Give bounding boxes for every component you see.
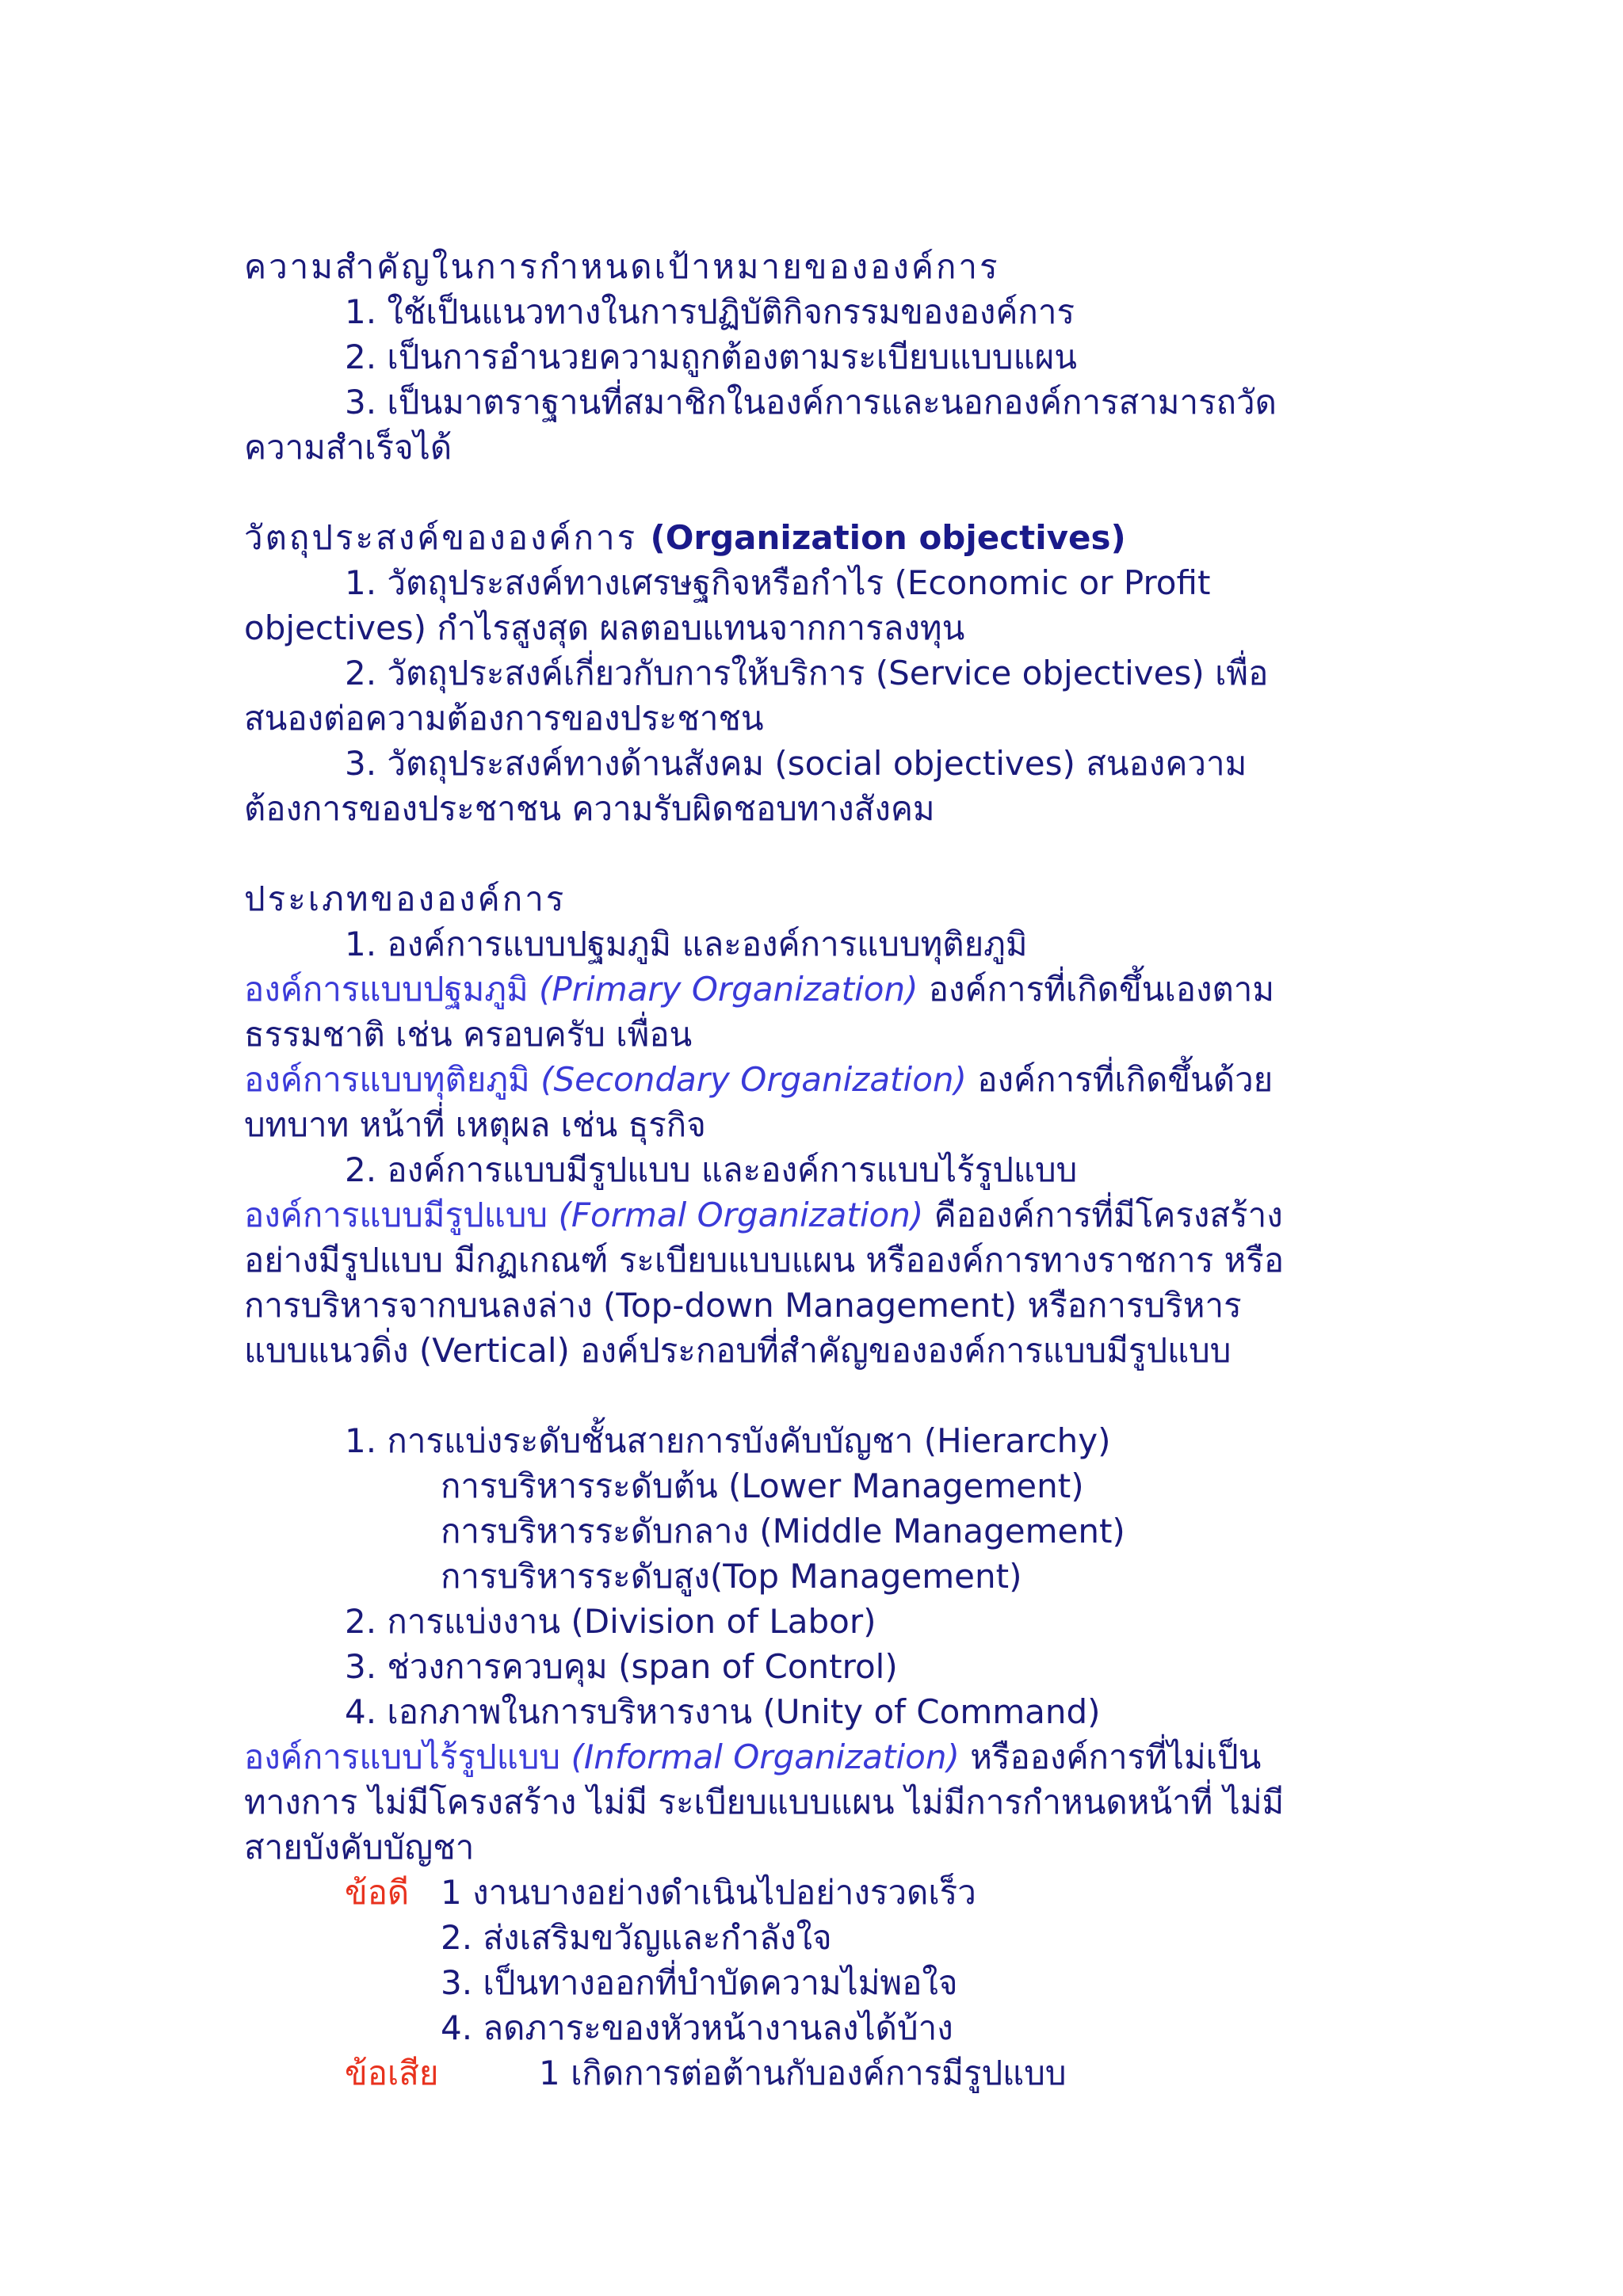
cons-label: ข้อเสีย — [345, 2054, 439, 2092]
pros-item: 4. ลดภาระของหัวหน้างานลงได้บ้าง — [441, 2008, 953, 2047]
term-informal — [244, 1737, 960, 1776]
term-en: (Secondary Organization) — [540, 1060, 967, 1099]
list-item: 1. วัตถุประสงค์ทางเศรษฐกิจหรือกำไร (Economic or Profit — [345, 563, 1211, 602]
term-secondary — [244, 1060, 967, 1099]
definition-continuation: แบบแนวดิ่ง (Vertical) องค์ประกอบที่สำคัญขององค์การแบบมีรูปแบบ — [244, 1331, 1232, 1370]
definition-secondary — [244, 1057, 1273, 1102]
definition-continuation: การบริหารจากบนลงล่าง (Top-down Management) หรือการบริหาร — [244, 1286, 1242, 1325]
term-th: องค์การแบบไร้รูปแบบ — [244, 1737, 571, 1776]
definition-continuation: สายบังคับบัญชา — [244, 1828, 475, 1867]
sub-list-item: การบริหารระดับกลาง (Middle Management) — [441, 1512, 1125, 1550]
section-title-types: ประเภทขององค์การ — [244, 879, 567, 918]
term-th: องค์การแบบปฐมภูมิ — [244, 970, 540, 1009]
term-en: (Formal Organization) — [558, 1196, 924, 1234]
definition-continuation: ธรรมชาติ เช่น ครอบครับ เพื่อน — [244, 1015, 693, 1054]
term-desc: หรือองค์การที่ไม่เป็น — [959, 1737, 1262, 1776]
list-item: 2. เป็นการอำนวยความถูกต้องตามระเบียบแบบแผน — [345, 338, 1077, 376]
list-item: 2. วัตถุประสงค์เกี่ยวกับการให้บริการ (Service objectives) เพื่อ — [345, 654, 1269, 692]
list-item: 3. เป็นมาตราฐานที่สมาชิกในองค์การและนอกองค์การสามารถวัด — [345, 383, 1277, 421]
definition-informal — [244, 1734, 1261, 1779]
term-formal — [244, 1196, 923, 1234]
list-item-continuation: objectives) กำไรสูงสุด ผลตอบแทนจากการลงทุน — [244, 608, 965, 647]
list-item: 3. ช่วงการควบคุม (span of Control) — [345, 1647, 898, 1686]
list-item: 3. วัตถุประสงค์ทางด้านสังคม (social objectives) สนองความ — [345, 744, 1247, 783]
definition-formal — [244, 1192, 1283, 1238]
section-title-en: (Organization objectives) — [650, 518, 1126, 557]
definition-continuation: บทบาท หน้าที่ เหตุผล เช่น ธุรกิจ — [244, 1105, 706, 1144]
list-item: 1. การแบ่งระดับชั้นสายการบังคับบัญชา (Hierarchy) — [345, 1421, 1111, 1460]
sub-list-item: การบริหารระดับต้น (Lower Management) — [441, 1466, 1084, 1505]
definition-primary — [244, 967, 1274, 1012]
list-item: 1. ใช้เป็นแนวทางในการปฏิบัติกิจกรรมขององค์การ — [345, 292, 1075, 331]
term-th: องค์การแบบมีรูปแบบ — [244, 1196, 559, 1234]
list-item: 4. เอกภาพในการบริหารงาน (Unity of Command) — [345, 1692, 1101, 1731]
section-title-importance: ความสำคัญในการกำหนดเป้าหมายขององค์การ — [244, 247, 1000, 286]
list-item-continuation: ต้องการของประชาชน ความรับผิดชอบทางสังคม — [244, 789, 935, 828]
list-item-continuation: ความสำเร็จได้ — [244, 428, 453, 467]
term-en: (Informal Organization) — [571, 1737, 960, 1776]
term-desc: องค์การที่เกิดขึ้นเองตาม — [918, 970, 1275, 1009]
list-item: 2. การแบ่งงาน (Division of Labor) — [345, 1602, 876, 1641]
term-desc: องค์การที่เกิดขึ้นด้วย — [966, 1060, 1274, 1099]
pros-row — [345, 1870, 1375, 1915]
list-item: 1. องค์การแบบปฐมภูมิ และองค์การแบบทุติยภูมิ — [345, 925, 1028, 963]
cons-row — [345, 2050, 1375, 2096]
term-desc: คือองค์การที่มีโครงสร้าง — [923, 1196, 1283, 1234]
pros-item: 3. เป็นทางออกที่บำบัดความไม่พอใจ — [441, 1963, 958, 2002]
definition-continuation: อย่างมีรูปแบบ มีกฏเกณฑ์ ระเบียบแบบแผน หรือองค์การทางราชการ หรือ — [244, 1241, 1285, 1280]
definition-continuation: ทางการ ไม่มีโครงสร้าง ไม่มี ระเบียบแบบแผน ไม่มีการกำหนดหน้าที่ ไม่มี — [244, 1783, 1285, 1821]
list-item-continuation: สนองต่อความต้องการของประชาชน — [244, 699, 764, 738]
sub-list-item: การบริหารระดับสูง(Top Management) — [441, 1557, 1022, 1596]
pros-label: ข้อดี — [345, 1873, 410, 1912]
section-title-objectives — [244, 515, 1126, 560]
section-title-th: วัตถุประสงค์ขององค์การ — [244, 518, 651, 557]
term-th: องค์การแบบทุติยภูมิ — [244, 1060, 541, 1099]
pros-item: 2. ส่งเสริมขวัญและกำลังใจ — [441, 1918, 832, 1957]
term-en: (Primary Organization) — [539, 970, 918, 1009]
pros-item: 1 งานบางอย่างดำเนินไปอย่างรวดเร็ว — [441, 1873, 976, 1912]
term-primary — [244, 970, 918, 1009]
cons-item: 1 เกิดการต่อต้านกับองค์การมีรูปแบบ — [539, 2054, 1067, 2092]
list-item: 2. องค์การแบบมีรูปแบบ และองค์การแบบไร้รูปแบบ — [345, 1150, 1078, 1189]
